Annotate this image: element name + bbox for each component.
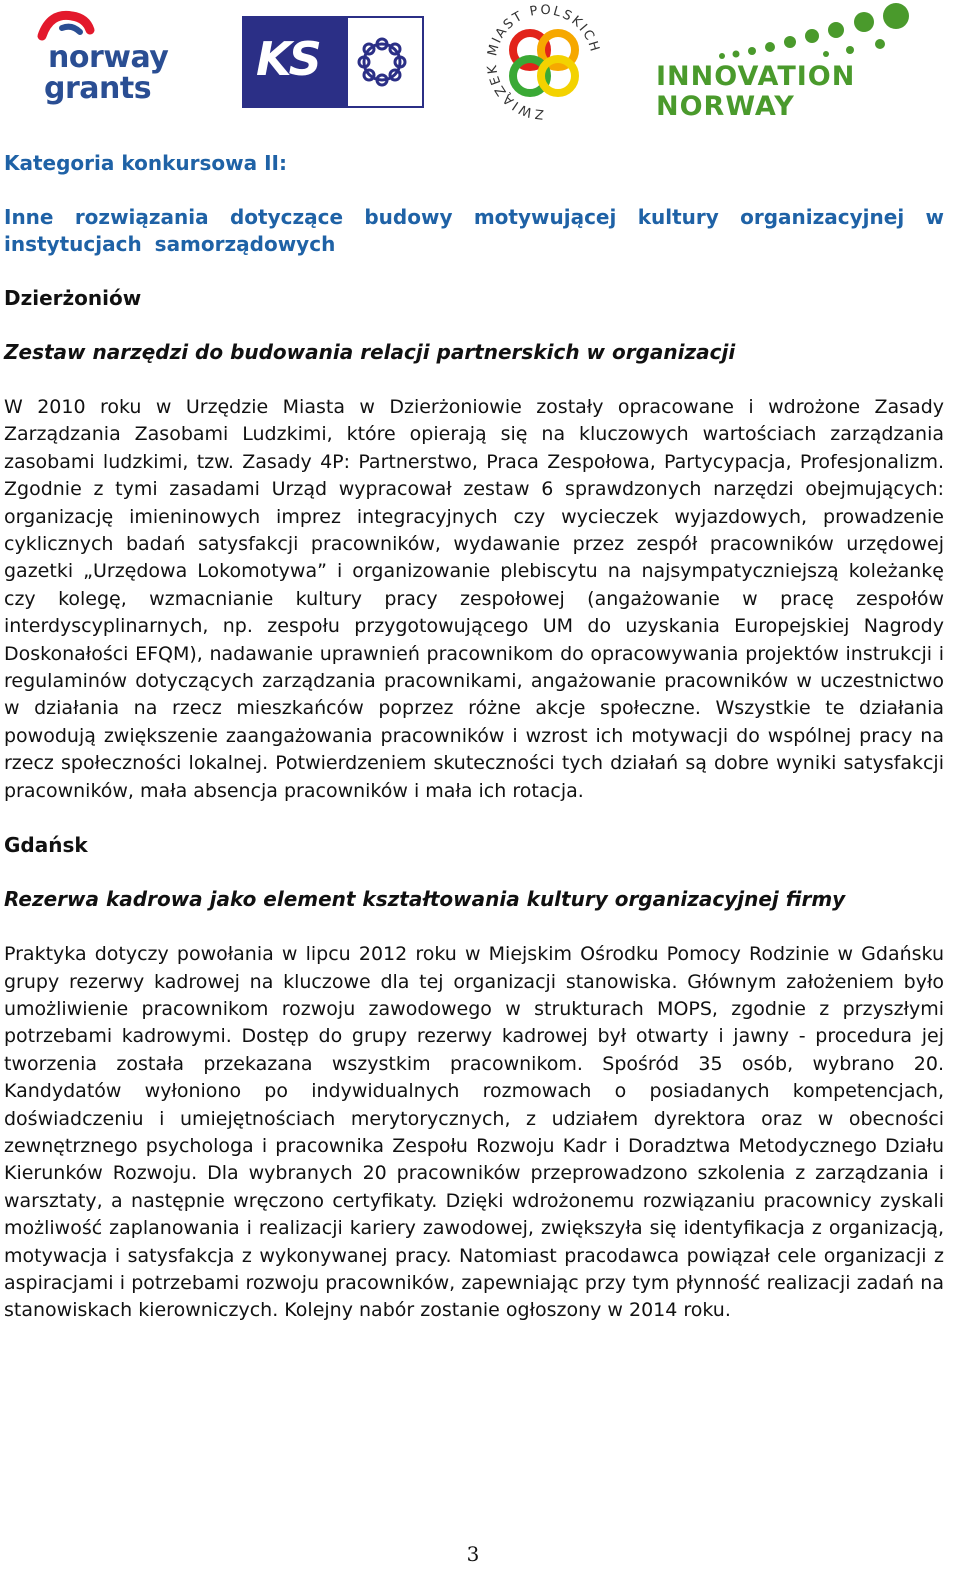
page-number: 3	[466, 1542, 480, 1566]
chain-ring-icon	[348, 18, 424, 106]
innovation-norway-wordmark	[656, 62, 855, 122]
norway-grants-logo	[28, 6, 198, 116]
zwiazek-miast-polskich-logo	[480, 0, 608, 124]
entry-title-gdansk: Rezerwa kadrowa jako element kształtowania kultury organizacyjnej firmy	[4, 887, 846, 912]
zwiazek-miast-polskich-ring-text: ZWIĄZEK MIAST POLSKICH	[484, 2, 603, 122]
entry-title-dzierzoniow: Zestaw narzędzi do budowania relacji partnerskich w organizacji	[4, 340, 736, 364]
zwiazek-miast-polskich-emblem-icon	[480, 0, 608, 124]
ks-logo-panel	[244, 18, 348, 106]
category-heading: Kategoria konkursowa II:	[4, 151, 287, 175]
innovation-norway-line1: INNOVATION	[656, 61, 856, 92]
innovation-norway-logo	[650, 0, 922, 120]
innovation-norway-line2: NORWAY	[656, 91, 795, 122]
norway-grants-wordmark	[44, 40, 169, 106]
ks-logo-frame	[242, 16, 424, 108]
norway-grants-line1: norway	[48, 40, 169, 75]
innovation-norway-dots-icon	[650, 0, 922, 60]
document-body	[4, 150, 944, 1325]
norway-grants-line2: grants	[44, 71, 152, 106]
entry-text-dzierzoniow-part1: W 2010 roku w Urzędzie Miasta w Dzierżoniowie zostały opracowane i wdrożone Zasady Zarządzania Zasobami Ludzkimi, które opierają się na kluczowych wartościach zarządzania zasobami ludzkimi, tzw. Zasady 4P: Partnerstwo, Praca Zespołowa, Partycypacja, Profesjonalizm.	[4, 396, 944, 473]
entry-text-gdansk: Praktyka dotyczy powołania w lipcu 2012 roku w Miejskim Ośrodku Pomocy Rodzinie w Gdańsku grupy rezerwy kadrowej na kluczowe dla tej organizacji stanowiska. Głównym założeniem było umożliwienie pracownikom rozwoju zawodowego w strukturach MOPS, zgodnie z przyszłymi potrzebami kadrowymi. Dostęp do grupy rezerwy kadrowej był otwarty i jawny - procedura jej tworzenia została przekazana wszystkim pracownikom. Spośród 35 osób, wybrano 20. Kandydatów wyłoniono po indywidualnych rozmowach o posiadanych kompetencjach, doświadczeniu i umiejętnościach merytorycznych, z udziałem dyrektora oraz w obecności zewnętrznego psychologa i pracownika Zespołu Rozwoju Kadr i Doradztwa Metodycznego Działu Kierunków Rozwoju. Dla wybranych 20 pracowników przeprowadzono szkolenia z zarządzania i warsztaty, a następnie wręczono certyfikaty. Dzięki wdrożonemu rozwiązaniu pracownicy zyskali możliwość zaplanowania i realizacji kariery zawodowej, zwiększyła się identyfikacja z organizacją, motywacja i satysfakcja z wykonywanej pracy. Natomiast pracodawca powiązał cele organizacji z aspiracjami i potrzebami rozwoju pracowników, zapewniając przy tym płynność realizacji zadań na stanowiskach kierowniczych. Kolejny nabór zostanie ogłoszony w 2014 roku.	[4, 943, 944, 1322]
entry-city-dzierzoniow: Dzierżoniów	[4, 286, 142, 310]
entry-text-dzierzoniow	[4, 394, 944, 805]
entry-text-dzierzoniow-part2: Zgodnie z tymi zasadami Urząd wypracował zestaw 6 sprawdzonych narzędzi obejmujących: organizację imieninowych imprez integracyjnych czy wycieczek wyjazdowych, prowadzenie cyklicznych badań satysfakcji pracowników, wydawanie przez zespół pracowników urzędowej gazetki „Urzędowa Lokomotywa” i organizowanie plebiscytu na najsympatyczniejszą koleżankę czy kolegę, wzmacnianie kultury pracy zespołowej (angażowanie w pracę zespołów interdyscyplinarnych, np. zespołu przygotowującego UM do uzyskania Europejskiej Nagrody Doskonałości EFQM), nadawanie uprawnień pracownikom do opracowywania projektów instrukcji i regulaminów dotyczących zarządzania pracownikami, angażowanie pracowników w uczestnictwo w działania na rzecz mieszkańców poprzez różne akcje społeczne. Wszystkie te działania powodują zwiększenie zaangażowania pracowników i wzrost ich motywacji do wspólnej pracy na rzecz społeczności lokalnej. Potwierdzeniem skuteczności tych działań są dobre wyniki satysfakcji pracowników, mała absencja pracowników i mała ich rotacja.	[4, 478, 944, 802]
entry-city-gdansk: Gdańsk	[4, 833, 88, 858]
category-subheading: Inne rozwiązania dotyczące budowy motywującej kultury organizacyjnej w instytucjach samorządowych	[4, 205, 944, 256]
ks-logo-letters: KS	[256, 32, 319, 86]
ks-logo	[242, 16, 424, 108]
logo-header	[0, 0, 960, 130]
